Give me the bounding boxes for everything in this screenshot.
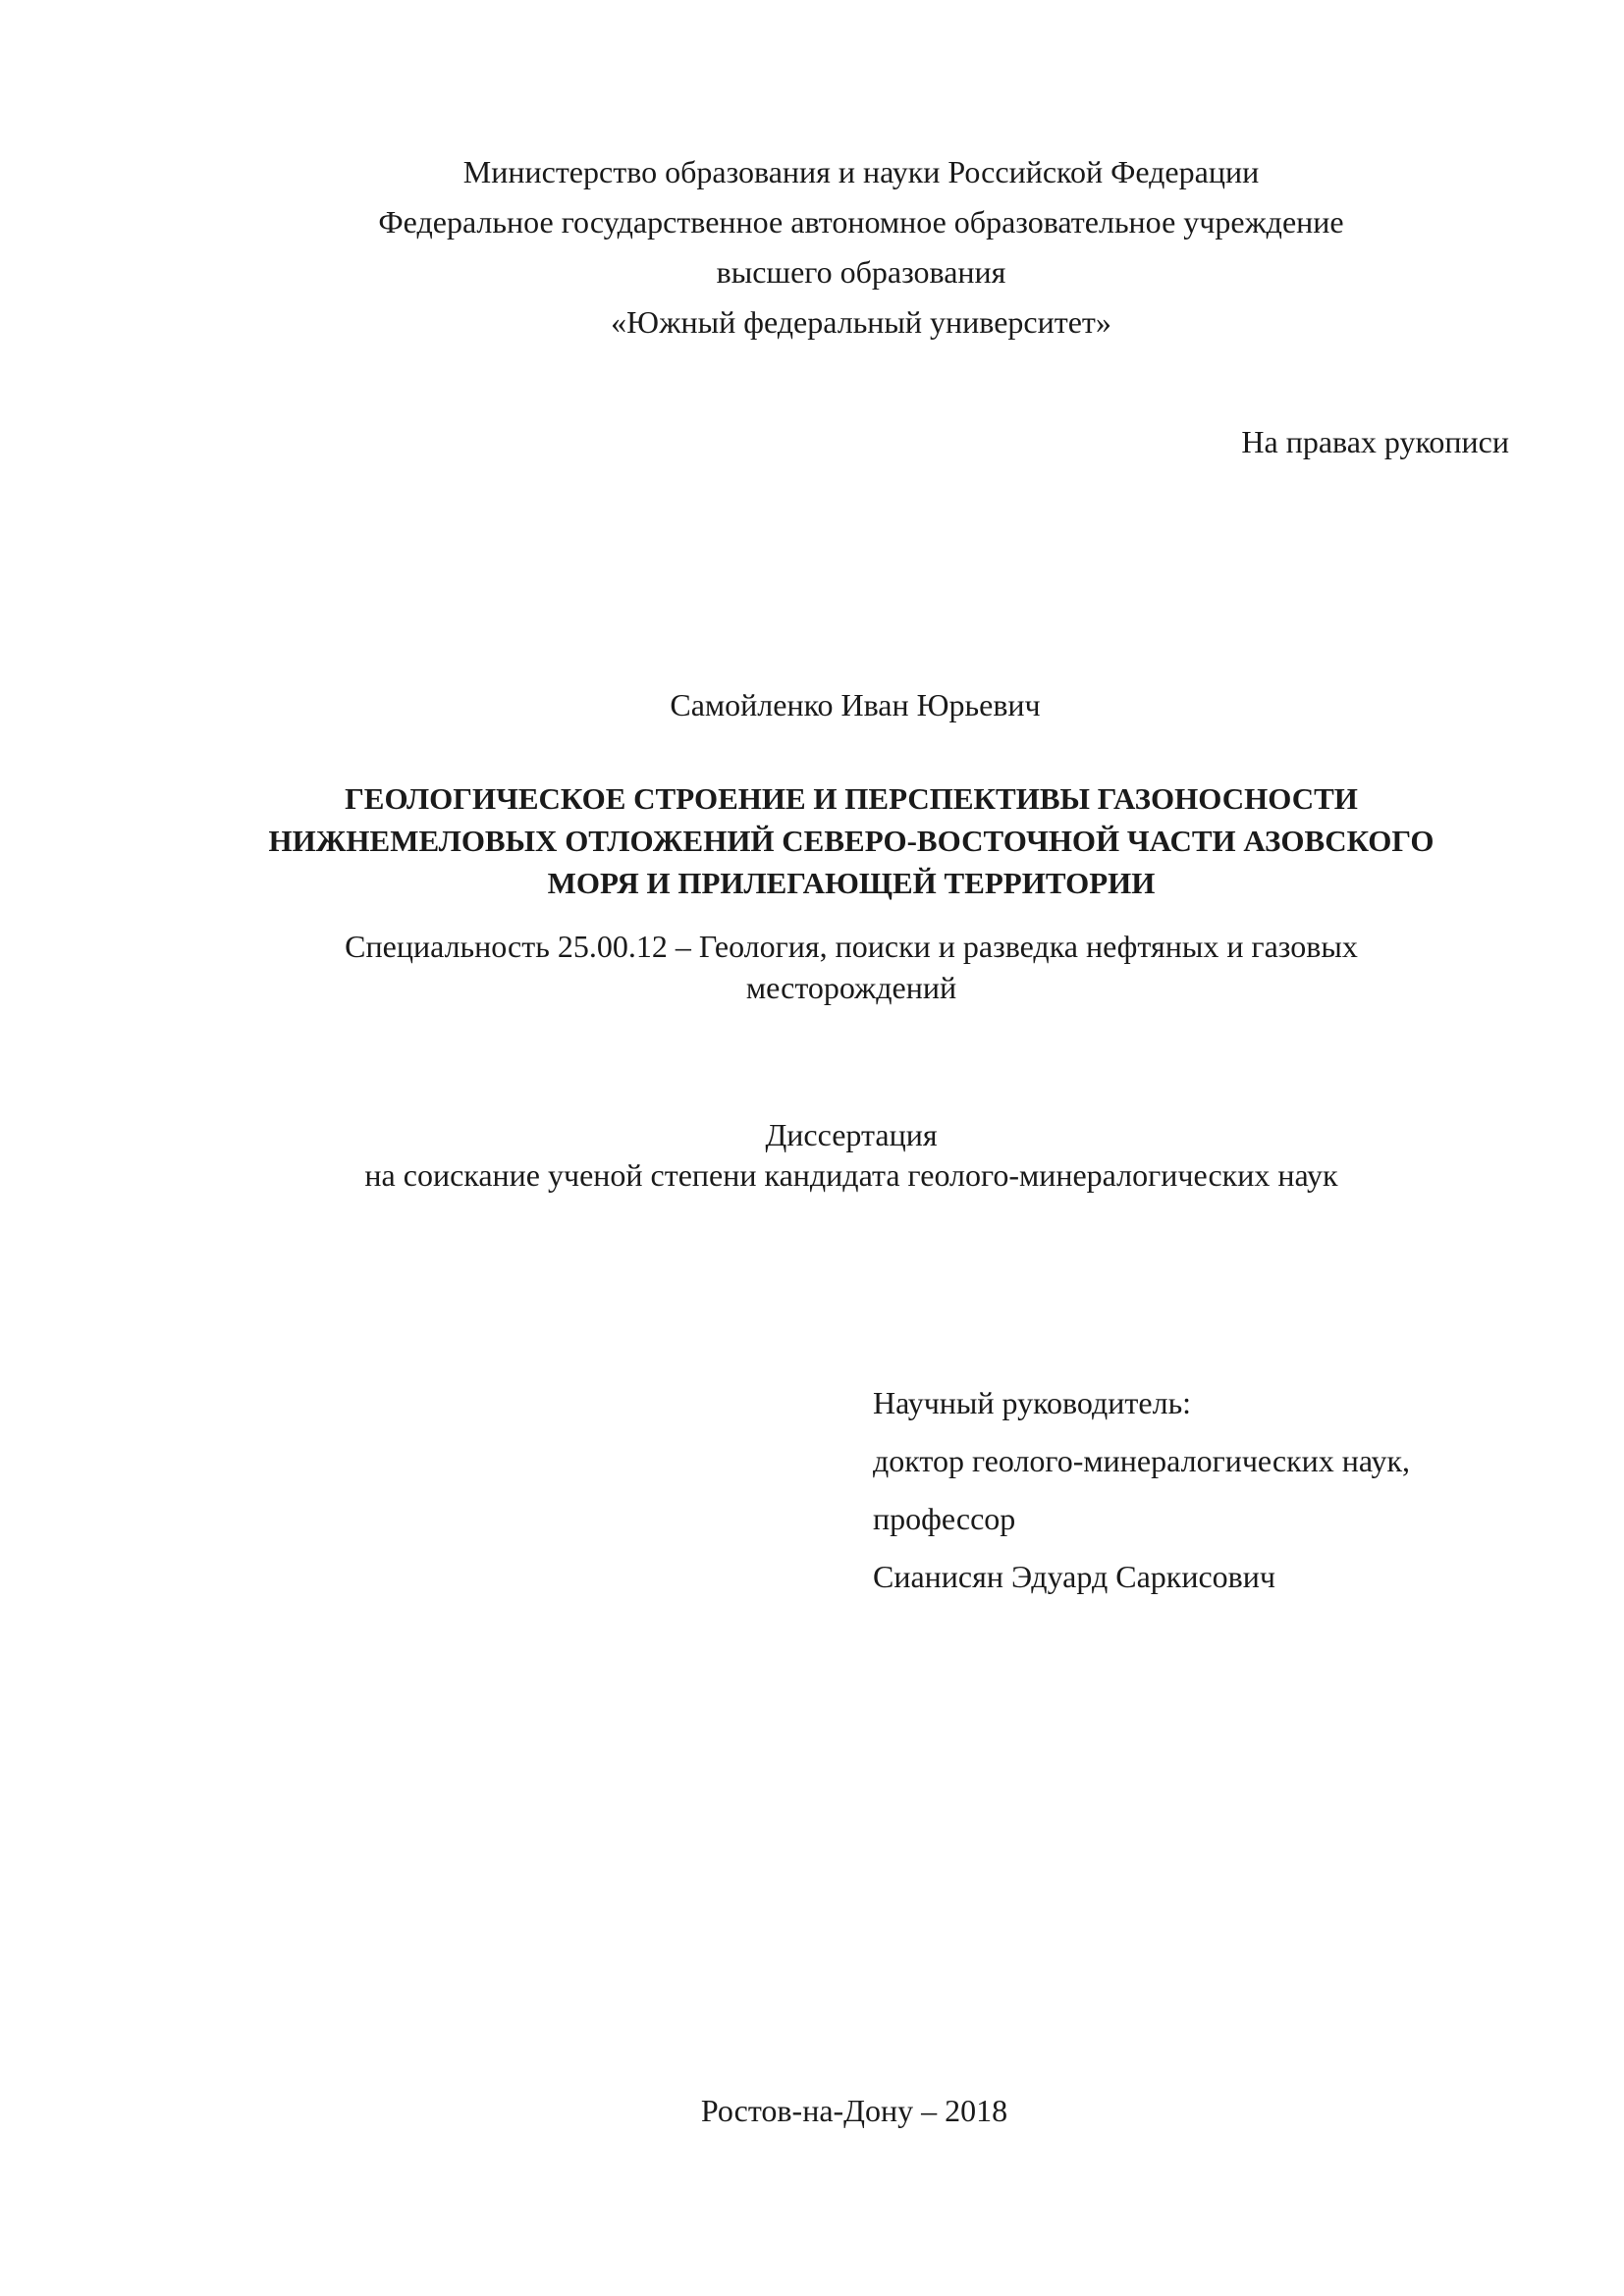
ministry-line: Министерство образования и науки Российской Федерации <box>462 154 1260 189</box>
specialty-block <box>0 926 1624 1008</box>
institution-type-line: Федеральное государственное автономное образовательное учреждение <box>378 204 1344 240</box>
degree-sought: на соискание ученой степени кандидата геолого-минералогических наук <box>364 1157 1338 1193</box>
dissertation-title <box>0 777 1624 904</box>
advisor-block <box>873 1374 1410 1606</box>
advisor-rank: профессор <box>873 1501 1016 1536</box>
title-line-1: ГЕОЛОГИЧЕСКОЕ СТРОЕНИЕ И ПЕРСПЕКТИВЫ ГАЗОНОСНОСТИ <box>345 781 1358 816</box>
education-level-line: высшего образования <box>716 254 1006 290</box>
dissertation-degree-block <box>0 1115 1624 1196</box>
institution-header <box>0 147 1624 347</box>
manuscript-note: На правах рукописи <box>1241 424 1509 459</box>
city-year-block <box>0 2091 1624 2130</box>
university-name: «Южный федеральный университет» <box>611 304 1111 340</box>
title-line-3: МОРЯ И ПРИЛЕГАЮЩЕЙ ТЕРРИТОРИИ <box>547 866 1156 900</box>
city-year: Ростов-на-Дону – 2018 <box>700 2093 1008 2128</box>
specialty-line-1: Специальность 25.00.12 – Геология, поиски и разведка нефтяных и газовых <box>345 929 1358 964</box>
advisor-label: Научный руководитель: <box>873 1385 1192 1420</box>
title-line-2: НИЖНЕМЕЛОВЫХ ОТЛОЖЕНИЙ СЕВЕРО-ВОСТОЧНОЙ ЧАСТИ АЗОВСКОГО <box>268 824 1435 858</box>
dissertation-label: Диссертация <box>765 1117 938 1152</box>
advisor-degree: доктор геолого-минералогических наук, <box>873 1443 1411 1478</box>
author-block <box>0 685 1624 724</box>
author-name: Самойленко Иван Юрьевич <box>670 687 1041 722</box>
advisor-name: Сианисян Эдуард Саркисович <box>873 1559 1275 1594</box>
specialty-line-2: месторождений <box>745 970 957 1005</box>
